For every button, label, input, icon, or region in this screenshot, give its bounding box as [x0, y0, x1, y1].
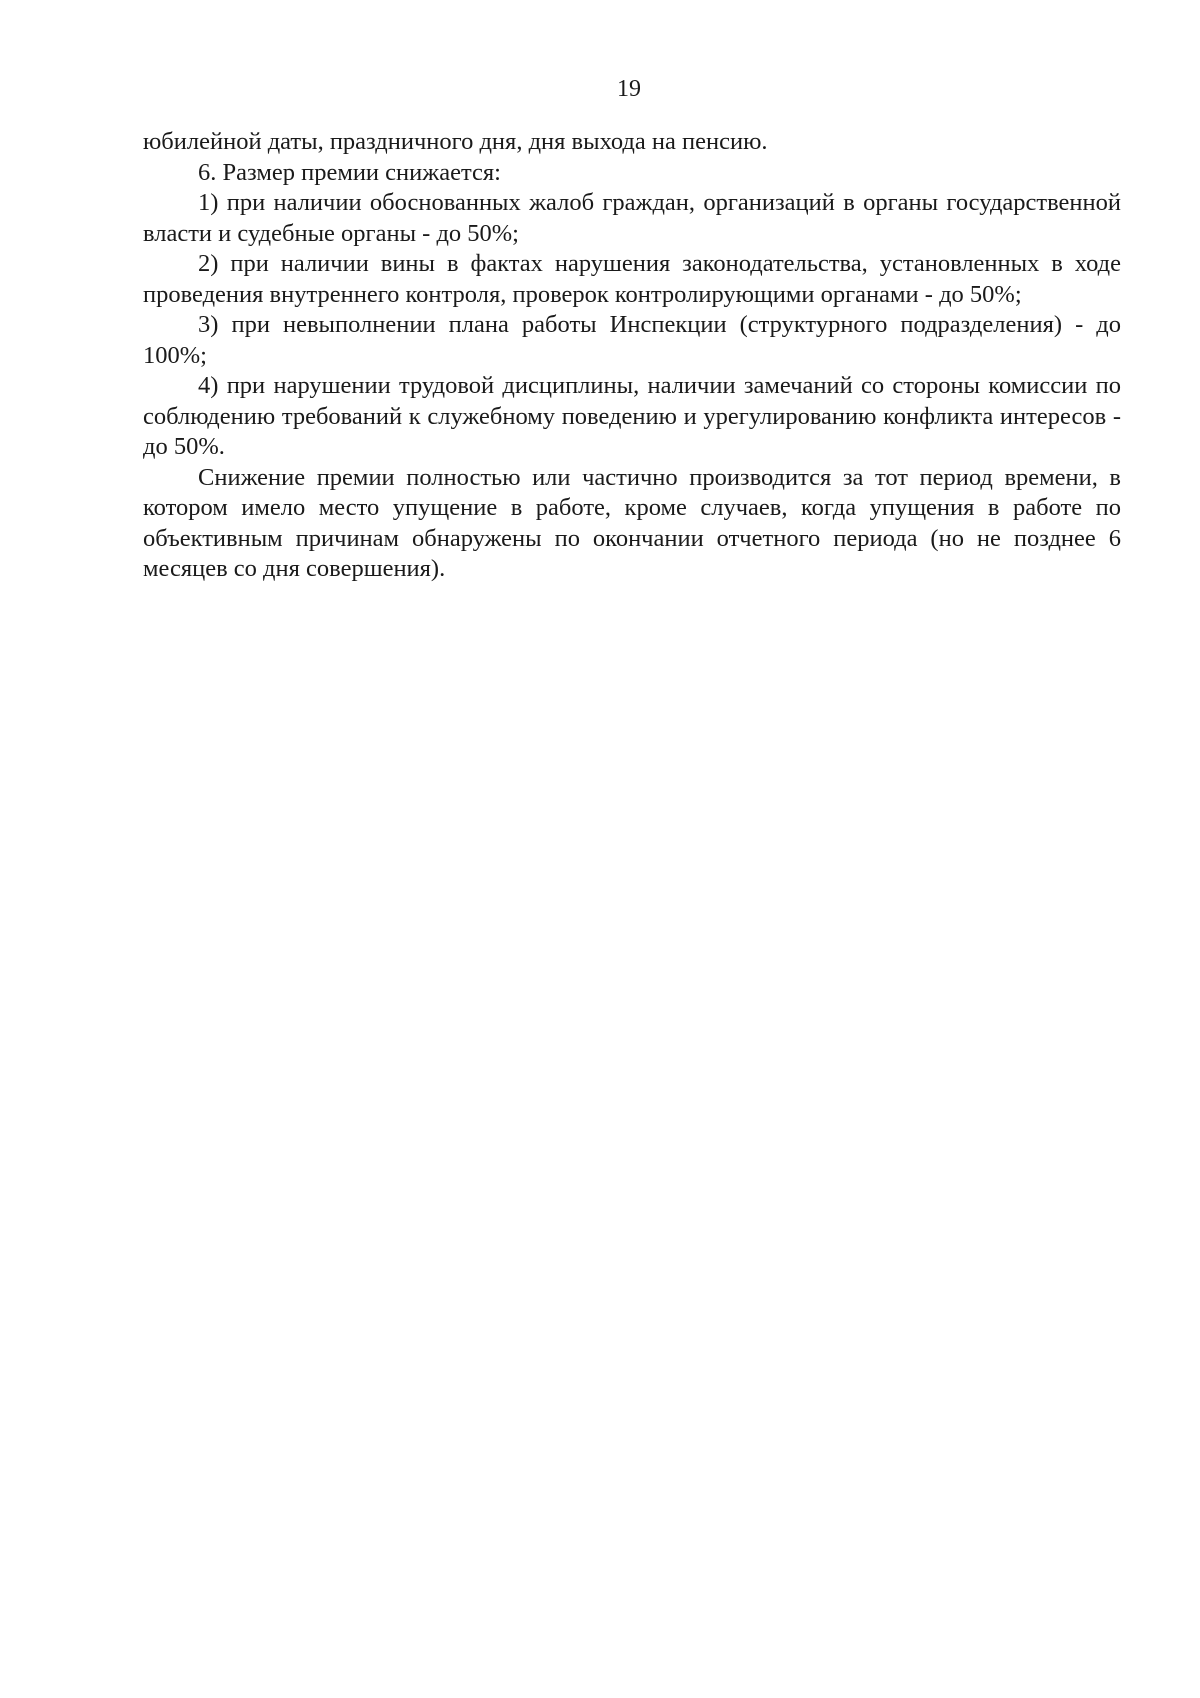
- paragraph-closing: Снижение премии полностью или частично производится за тот период времени, в котором имело место упущение в работе, кроме случаев, когда упущения в работе по объективным причинам обнаружены по окончании отчетного периода (но не позднее 6 месяцев со дня совершения).: [143, 463, 1121, 582]
- paragraph-subitem-3: 3) при невыполнении плана работы Инспекции (структурного подразделения) - до 100%;: [143, 311, 1121, 369]
- paragraph-subitem-4: 4) при нарушении трудовой дисциплины, наличии замечаний со стороны комиссии по соблюдению требований к служебному поведению и урегулированию конфликта интересов - до 50%.: [143, 372, 1121, 460]
- paragraph-item-6: 6. Размер премии снижается:: [198, 158, 501, 186]
- paragraph-subitem-2: 2) при наличии вины в фактах нарушения законодательства, установленных в ходе проведения внутреннего контроля, проверок контролирующими органами - до 50%;: [143, 250, 1121, 308]
- document-body: [143, 127, 1121, 585]
- paragraph-subitem-1: 1) при наличии обоснованных жалоб граждан, организаций в органы государственной власти и судебные органы - до 50%;: [143, 189, 1121, 247]
- page-number: 19: [617, 76, 641, 102]
- paragraph-continuation: юбилейной даты, праздничного дня, дня выхода на пенсию.: [143, 128, 768, 155]
